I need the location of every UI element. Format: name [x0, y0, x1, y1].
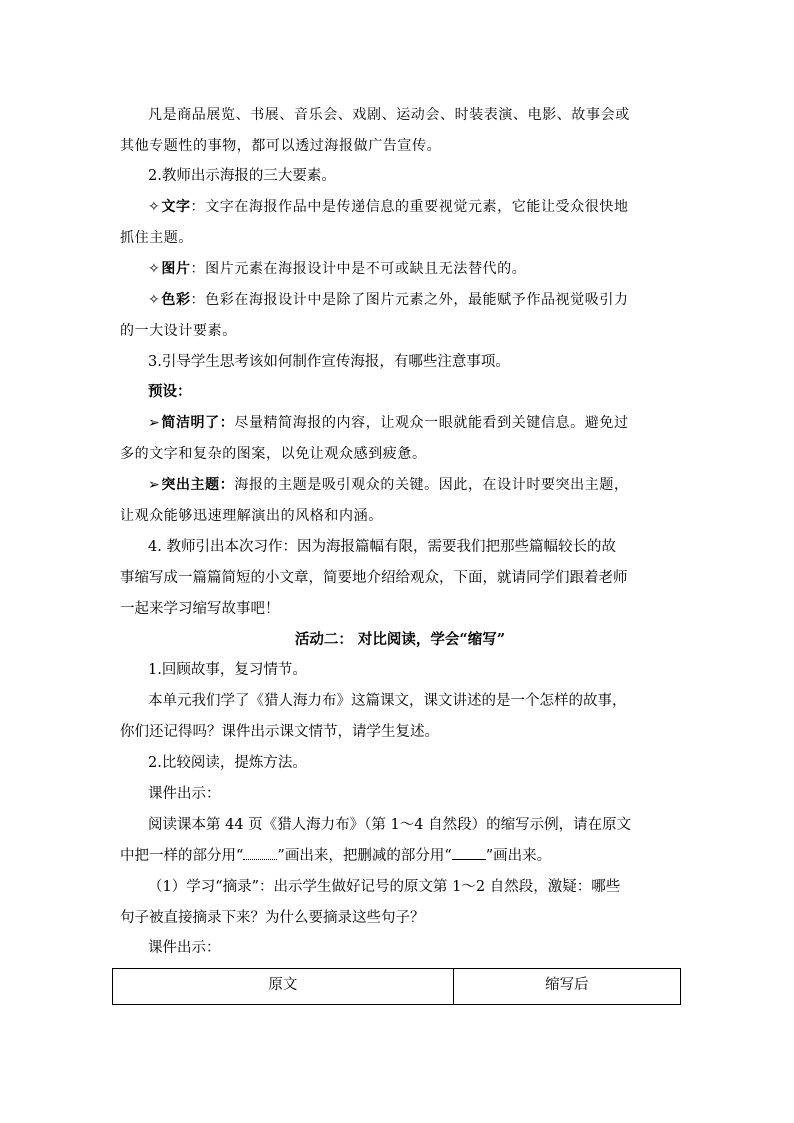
element-text: [148, 197, 708, 217]
paragraph-line: 2.教师出示海报的三大要素。: [148, 168, 336, 184]
element-label: 图片: [161, 261, 191, 277]
paragraph-line: 一起来学习缩写故事吧！: [120, 601, 280, 617]
activity-heading: 活动二： 对比阅读，学会“缩写”: [294, 631, 506, 648]
diamond-icon: ✧: [148, 261, 161, 277]
paragraph-line: 凡是商品展览、书展、音乐会、戏剧、运动会、时装表演、电影、故事会或: [148, 107, 630, 123]
tip-theme: [148, 475, 708, 495]
comparison-table: [112, 968, 681, 1005]
preset-label: 预设：: [148, 383, 192, 400]
paragraph-line: 3.引导学生思考该如何制作宣传海报，有哪些注意事项。: [148, 354, 510, 370]
diamond-icon: ✧: [148, 292, 161, 308]
element-desc: ：文字在海报作品中是传递信息的重要视觉元素，它能让受众很快地: [190, 199, 629, 215]
element-desc: ：色彩在海报设计中是除了图片元素之外，最能赋予作品视觉吸引力: [190, 292, 629, 308]
paragraph-line: 多的文字和复杂的图案，以免让观众感到疲惫。: [120, 446, 427, 462]
table-header-row: [113, 969, 681, 1005]
tip-desc: 海报的主题是吸引观众的关键。因此，在设计时要突出主题，: [234, 477, 629, 493]
table-header-abridged: 缩写后: [453, 969, 680, 1005]
tip-label: 突出主题：: [161, 477, 235, 493]
arrow-icon: ➢: [148, 477, 161, 493]
arrow-icon: ➢: [148, 415, 161, 431]
paragraph-line: （1）学习“摘录”：出示学生做好记号的原文第 1～2 自然段，激疑：哪些: [148, 879, 621, 895]
wavy-underline-sample: [243, 847, 277, 860]
element-image: [148, 259, 708, 279]
paragraph-line: 阅读课本第 44 页《猎人海力布》（第 1～4 自然段）的缩写示例，请在原文: [148, 817, 632, 833]
element-label: 色彩: [161, 292, 191, 308]
paragraph-line: 事缩写成一篇篇简短的小文章，简要地介绍给观众，下面，就请同学们跟着老师: [120, 570, 628, 586]
paragraph-line: 课件出示：: [148, 940, 221, 956]
element-label: 文字: [161, 199, 191, 215]
paragraph-line: 2.比较阅读，提炼方法。: [148, 755, 307, 771]
paragraph-line: 课件出示：: [148, 786, 221, 802]
paragraph-line: 抓住主题。: [120, 230, 193, 246]
paragraph-line-underline: 中把一样的部分用“ ”画出来，把删减的部分用“ ”画出来。: [120, 848, 552, 864]
paragraph-line: 4. 教师引出本次习作：因为海报篇幅有限，需要我们把那些篇幅较长的故: [148, 539, 616, 555]
solid-underline-sample: [452, 847, 486, 860]
tip-label: 简洁明了：: [161, 415, 235, 431]
table-header-original: 原文: [113, 969, 454, 1005]
diamond-icon: ✧: [148, 199, 161, 215]
paragraph-line: 让观众能够迅速理解演出的风格和内涵。: [120, 508, 383, 524]
tip-concise: [148, 413, 708, 433]
element-desc: ：图片元素在海报设计中是不可或缺且无法替代的。: [190, 261, 527, 277]
paragraph-line: 1.回顾故事，复习情节。: [148, 662, 307, 678]
paragraph-line: 句子被直接摘录下来？为什么要摘录这些句子？: [120, 910, 425, 926]
tip-desc: 尽量精简海报的内容，让观众一眼就能看到关键信息。避免过: [234, 415, 629, 431]
paragraph-line: 的一大设计要素。: [120, 323, 237, 339]
paragraph-line: 本单元我们学了《猎人海力布》这篇课文，课文讲述的是一个怎样的故事，: [148, 693, 627, 709]
paragraph-line: 其他专题性的事物，都可以透过海报做广告宣传。: [120, 138, 442, 154]
paragraph-line: 你们还记得吗？课件出示课文情节，请学生复述。: [120, 724, 439, 740]
element-color: [148, 290, 708, 310]
